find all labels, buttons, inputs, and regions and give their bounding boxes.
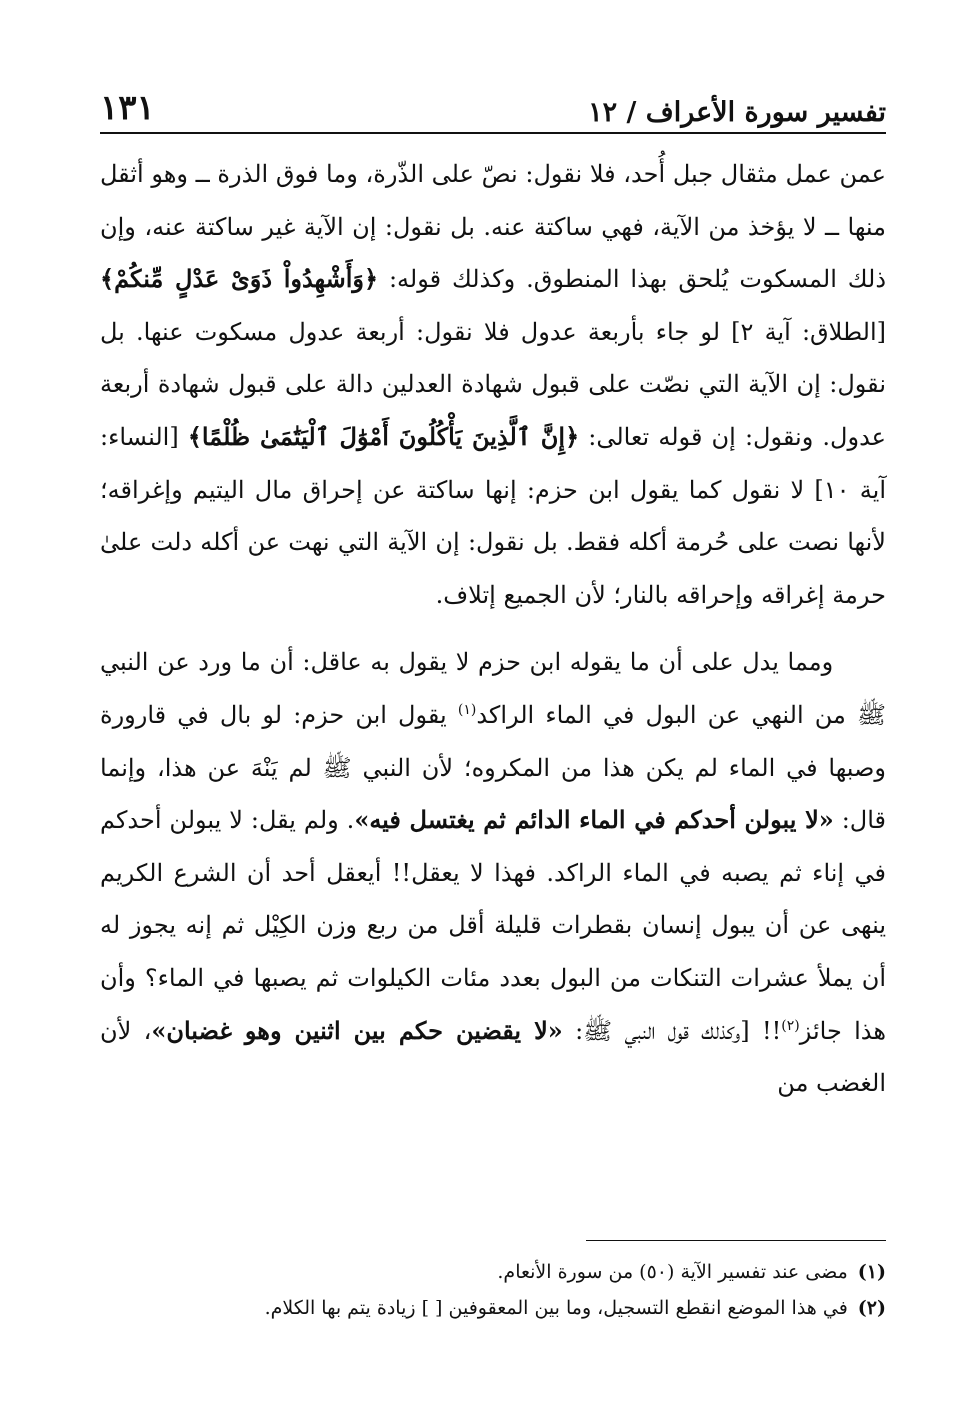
footnote-divider xyxy=(586,1240,886,1241)
page-header xyxy=(100,80,886,128)
text-run: يقول ابن حزم: لو بال في قارورة وصبها في الماء لم يكن هذا من المكروه؛ لأن النبي ﷺ لم يَنْهَ عن هذا، وإنما قال: xyxy=(100,700,886,835)
text-run: ، لأن الغضب من xyxy=(100,1016,886,1098)
paragraph-1 xyxy=(100,148,886,621)
paragraph-2 xyxy=(100,636,886,1109)
running-title: تفسير سورة الأعراف / ١٢ xyxy=(588,97,886,128)
text-run: ومما يدل على أن ما يقوله ابن حزم لا يقول به عاقل: أن ما ورد عن النبي ﷺ من النهي عن البول في الماء الراكد xyxy=(100,648,886,729)
text-run: !! [وكذلك قول النبي ﷺ: xyxy=(562,1016,782,1045)
page-number: ١٣١ xyxy=(100,88,155,128)
footnote-ref-2: (٢) xyxy=(781,1017,800,1034)
footnote-ref-1: (١) xyxy=(457,701,477,718)
footnote-2 xyxy=(100,1290,886,1326)
text-run: . ولم يقل: لا يبولن أحدكم في إناء ثم يصبه في الماء الراكد. فهذا لا يعقل!! أيعقل أحد أن الشرع الكريم ينهى عن أن يبول إنسان بقطرات قليلة أقل من ربع وزن الكِيْل ثم إنه يجوز له أن يملأ عشرات التنكات من البول بعدد مئات الكيلوات ثم يصبها في الماء؟ وأن هذا جائز xyxy=(100,806,887,1045)
footnote-1 xyxy=(100,1254,886,1290)
hadith-quote-1: «لا يبولن أحدكم في الماء الدائم ثم يغتسل فيه» xyxy=(354,805,834,835)
header-divider xyxy=(100,132,886,134)
hadith-quote-2: «لا يقضين حكم بين اثنين وهو غضبان» xyxy=(151,1015,563,1045)
footnotes xyxy=(100,1254,886,1326)
main-text xyxy=(100,148,886,1110)
footnote-text: مضى عند تفسير الآية (٥٠) من سورة الأنعام. xyxy=(497,1261,848,1283)
footnote-number: (٢) xyxy=(857,1297,886,1319)
footnote-text: في هذا الموضع انقطع التسجيل، وما بين المعقوفين [ ] زيادة يتم بها الكلام. xyxy=(264,1297,848,1319)
text-run: عمن عمل مثقال جبل أُحد، فلا نقول: نصّ على الذّرة، وما فوق الذرة ــ وهو أثقل منها ــ لا يؤخذ من الآية، فهي ساكتة عنه. بل نقول: إن الآية غير ساكتة عنه، وإن ذلك المسكوت يُلحق بهذا المنطوق. وكذلك قوله: xyxy=(100,160,887,294)
text-run: [النساء: آية ١٠] لا نقول كما يقول ابن حزم: إنها ساكتة عن إحراق مال اليتيم وإغراقه؛ لأنها نصت على حُرمة أكله فقط. بل نقول: إن الآية التي نهت عن أكله دلت علىٰ حرمة إغراقه وإحراقه بالنار؛ لأن الجميع إتلاف. xyxy=(100,422,886,609)
text-run: [الطلاق: آية ٢] لو جاء بأربعة عدول فلا نقول: أربعة عدول مسكوت عنها. بل نقول: إن الآية التي نصّت على قبول شهادة العدلين دالة على قبول شهادة أربعة عدول. ونقول: إن قوله تعالى: xyxy=(100,317,886,451)
footnote-number: (١) xyxy=(857,1261,886,1283)
quran-verse-nisa: ﴿إِنَّ ٱلَّذِينَ يَأْكُلُونَ أَمْوَٰلَ ٱلْيَتَٰمَىٰ ظُلْمًا﴾ xyxy=(187,421,580,451)
quran-verse-talaq: ﴿وَأَشْهِدُواْ ذَوَىْ عَدْلٍ مِّنكُمْ﴾ xyxy=(100,264,379,294)
